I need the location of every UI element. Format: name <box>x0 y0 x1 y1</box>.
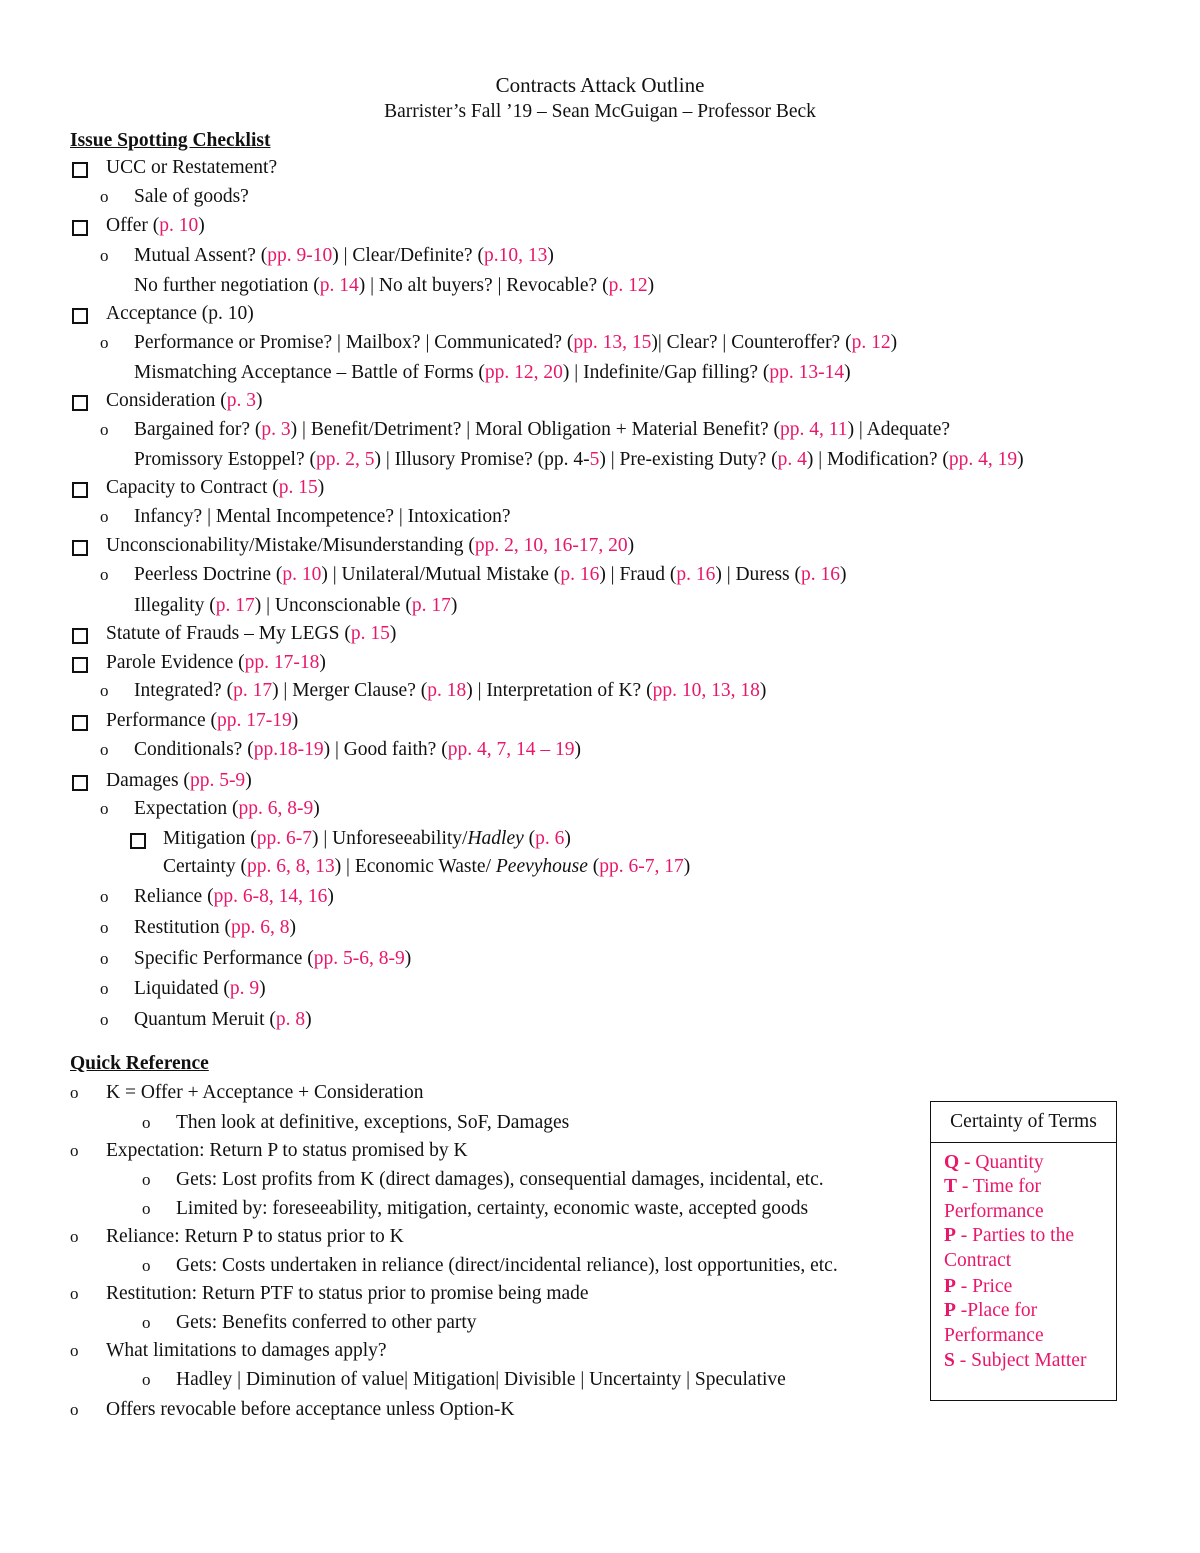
item-text: Conditionals? ( <box>134 739 254 760</box>
quick-reference-item <box>106 1397 514 1423</box>
item-text: Peevyhouse <box>495 856 588 877</box>
bullet-icon: o <box>100 740 109 759</box>
checklist-item <box>106 708 298 734</box>
quick-reference-item <box>176 1367 786 1393</box>
item-text: )| Clear? | Counteroffer? ( <box>651 332 852 353</box>
document-subtitle: Barrister’s Fall ’19 – Sean McGuigan – Professor Beck <box>384 101 816 122</box>
item-text: ) <box>319 652 326 673</box>
quick-reference-item <box>176 1110 569 1136</box>
item-text: Statute of Frauds – My LEGS ( <box>106 623 351 644</box>
bullet-icon: o <box>100 187 109 206</box>
item-text: Hadley <box>467 828 524 849</box>
item-text: Specific Performance ( <box>134 948 314 969</box>
certainty-term <box>944 1175 1114 1224</box>
item-text: Restitution ( <box>134 917 231 938</box>
checklist-item <box>106 388 263 414</box>
bullet-icon: o <box>100 507 109 526</box>
item-text: Mitigation ( <box>163 828 257 849</box>
bullet-icon: o <box>100 565 109 584</box>
page-reference: pp. 10, 13, 18 <box>652 680 760 701</box>
item-text: Gets: Lost profits from K (direct damages), consequential damages, incidental, etc. <box>176 1169 824 1190</box>
item-text: Expectation ( <box>134 798 239 819</box>
checklist-heading: Issue Spotting Checklist <box>70 130 271 151</box>
checklist-item <box>134 678 766 704</box>
page-reference: p. 3 <box>261 419 291 440</box>
bullet-icon: o <box>70 1227 79 1246</box>
term-label: - Time for Performance <box>944 1176 1044 1222</box>
item-text: ) <box>259 978 266 999</box>
item-text: K = Offer + Acceptance + Consideration <box>106 1082 424 1103</box>
bullet-icon: o <box>70 1284 79 1303</box>
page-reference: p. 15 <box>350 623 390 644</box>
bullet-icon: o <box>100 887 109 906</box>
checklist-item <box>106 301 254 327</box>
checklist-item <box>134 360 851 386</box>
checkbox-icon <box>72 715 88 731</box>
bullet-icon: o <box>142 1113 151 1132</box>
item-text: Gets: Benefits conferred to other party <box>176 1312 477 1333</box>
checklist-item <box>106 155 277 181</box>
term-letter: P <box>944 1300 956 1321</box>
bullet-icon: o <box>142 1170 151 1189</box>
page-reference: pp. 2, 5 <box>315 449 375 470</box>
checklist-item <box>134 1007 312 1033</box>
document-title: Contracts Attack Outline <box>495 73 705 97</box>
item-text: ) | Merger Clause? ( <box>272 680 428 701</box>
bullet-icon: o <box>70 1341 79 1360</box>
item-text: ) <box>198 215 205 236</box>
item-text: ) | Benefit/Detriment? | Moral Obligation + Material Benefit? ( <box>290 419 781 440</box>
page-reference: p. 17 <box>215 595 255 616</box>
checkbox-icon <box>72 657 88 673</box>
item-text: ) <box>305 1009 312 1030</box>
item-text: ( <box>523 828 536 849</box>
item-text: ) | Unilateral/Mutual Mistake ( <box>321 564 561 585</box>
page-reference: pp. 6, 8 <box>230 917 290 938</box>
page-reference: p. 17 <box>411 595 451 616</box>
item-text: Sale of goods? <box>134 186 249 207</box>
page-reference: p. 16 <box>801 564 841 585</box>
bullet-icon: o <box>100 420 109 439</box>
page-reference: pp. 6, 8, 13 <box>246 856 335 877</box>
item-text: Quantum Meruit ( <box>134 1009 276 1030</box>
quick-reference-item <box>176 1310 477 1336</box>
page-reference: pp. 4, 19 <box>948 449 1018 470</box>
term-letter: Q <box>944 1152 960 1173</box>
quick-reference-item <box>106 1281 589 1307</box>
bullet-icon: o <box>100 246 109 265</box>
item-text: ) | Good faith? ( <box>323 739 448 760</box>
page-reference: p. 8 <box>275 1009 306 1030</box>
bullet-icon: o <box>142 1313 151 1332</box>
item-text: ) <box>759 680 767 701</box>
checklist-item <box>134 447 1024 473</box>
checklist-item <box>134 184 249 210</box>
bullet-icon: o <box>100 918 109 937</box>
item-text: ) <box>291 710 299 731</box>
term-letter: S <box>944 1350 955 1371</box>
item-text: What limitations to damages apply? <box>106 1340 387 1361</box>
page-reference: pp. 13, 15 <box>573 332 652 353</box>
item-text: ) <box>245 770 252 791</box>
item-text: Integrated? ( <box>134 680 234 701</box>
item-text: ) | Unconscionable ( <box>254 595 412 616</box>
item-text: ) <box>890 332 898 353</box>
item-text: ) | Adequate? <box>847 419 951 440</box>
item-text: ) <box>389 623 397 644</box>
certainty-term <box>944 1275 1114 1300</box>
certainty-box-title: Certainty of Terms <box>931 1102 1116 1143</box>
item-text: Hadley | Diminution of value| Mitigation| Divisible | Uncertainty | Speculative <box>176 1369 786 1390</box>
page-reference: pp. 17-19 <box>216 710 292 731</box>
bullet-icon: o <box>70 1400 79 1419</box>
item-text: Capacity to Contract ( <box>106 477 279 498</box>
item-text: Liquidated ( <box>134 978 230 999</box>
item-text: ) <box>1017 449 1024 470</box>
quick-reference-item <box>176 1253 838 1279</box>
item-text: ) <box>683 856 691 877</box>
quick-reference-item <box>106 1338 387 1364</box>
item-text: ) | Illusory Promise? (pp. 4- <box>374 449 590 470</box>
term-letter: T <box>944 1176 958 1197</box>
item-text: ( <box>587 856 600 877</box>
item-text: ) <box>289 917 296 938</box>
page-reference: p. 10 <box>282 564 322 585</box>
page-reference: p.10, 13 <box>483 245 548 266</box>
item-text: Parole Evidence ( <box>106 652 245 673</box>
checklist-item <box>134 884 334 910</box>
item-text: Offer ( <box>106 215 160 236</box>
bullet-icon: o <box>100 333 109 352</box>
item-text: ) <box>404 948 412 969</box>
quick-reference-item <box>106 1224 404 1250</box>
item-text: Unconscionability/Mistake/Misunderstanding ( <box>106 535 475 556</box>
item-text: ) <box>317 477 325 498</box>
page-reference: pp. 6-7 <box>256 828 312 849</box>
checklist-item <box>106 621 396 647</box>
item-text: ) <box>844 362 851 383</box>
bullet-icon: o <box>100 979 109 998</box>
page-reference: pp. 5-6, 8-9 <box>313 948 405 969</box>
page-reference: p. 6 <box>535 828 565 849</box>
quick-reference-item <box>106 1080 423 1106</box>
item-text: Reliance: Return P to status prior to K <box>106 1226 404 1247</box>
item-text: Certainty ( <box>163 856 247 877</box>
term-letter: P <box>944 1225 956 1246</box>
item-text: Acceptance (p. 10) <box>106 303 254 324</box>
checklist-item <box>106 213 205 239</box>
item-text: Mismatching Acceptance – Battle of Forms ( <box>134 362 485 383</box>
checklist-item <box>106 650 326 676</box>
page-reference: p. 16 <box>676 564 716 585</box>
item-text: Offers revocable before acceptance unless Option-K <box>106 1399 515 1420</box>
checkbox-icon <box>130 833 146 849</box>
term-letter: P <box>944 1276 956 1297</box>
page-reference: p. 16 <box>560 564 600 585</box>
item-text: ) <box>327 886 334 907</box>
item-text: Damages ( <box>106 770 190 791</box>
page-reference: pp. 12, 20 <box>484 362 563 383</box>
item-text: Mutual Assent? ( <box>134 245 268 266</box>
item-text: ) <box>547 245 554 266</box>
page-reference: pp. 2, 10, 16-17, 20 <box>474 535 628 556</box>
checkbox-icon <box>72 220 88 236</box>
term-label: - Price <box>955 1276 1013 1297</box>
checkbox-icon <box>72 628 88 644</box>
page-reference: pp. 6-8, 14, 16 <box>213 886 328 907</box>
term-label: -Place for Performance <box>944 1300 1044 1346</box>
checkbox-icon <box>72 775 88 791</box>
page-reference: pp. 9-10 <box>267 245 333 266</box>
page-reference: 5 <box>589 449 600 470</box>
page-reference: p. 12 <box>851 332 891 353</box>
checklist-item <box>163 854 690 880</box>
checklist-item <box>106 475 324 501</box>
bullet-icon: o <box>70 1083 79 1102</box>
item-text: Illegality ( <box>134 595 216 616</box>
checklist-item <box>134 593 457 619</box>
item-text: ) <box>256 390 263 411</box>
page-reference: p. 9 <box>229 978 260 999</box>
checklist-item <box>134 330 897 356</box>
bullet-icon: o <box>100 681 109 700</box>
certainty-term <box>944 1224 1114 1273</box>
page-reference: pp. 6-7, 17 <box>599 856 684 877</box>
page-reference: pp.18-19 <box>253 739 324 760</box>
checklist-item <box>134 562 847 588</box>
checklist-item <box>134 737 581 763</box>
item-text: ) | Fraud ( <box>599 564 677 585</box>
item-text: Bargained for? ( <box>134 419 262 440</box>
page-reference: pp. 4, 11 <box>780 419 848 440</box>
item-text: Promissory Estoppel? ( <box>134 449 316 470</box>
page-reference: p. 4 <box>777 449 807 470</box>
bullet-icon: o <box>70 1141 79 1160</box>
item-text: ) <box>313 798 320 819</box>
item-text: Restitution: Return PTF to status prior to promise being made <box>106 1283 589 1304</box>
item-text: ) | Clear/Definite? ( <box>332 245 484 266</box>
term-label: - Quantity <box>959 1152 1044 1173</box>
bullet-icon: o <box>100 949 109 968</box>
item-text: ) | No alt buyers? | Revocable? ( <box>358 275 609 296</box>
item-text: ) | Interpretation of K? ( <box>466 680 653 701</box>
item-text: ) <box>647 275 655 296</box>
bullet-icon: o <box>142 1199 151 1218</box>
quick-reference-item <box>106 1138 468 1164</box>
item-text: ) <box>564 828 571 849</box>
checklist-item <box>134 946 411 972</box>
page-reference: pp. 6, 8-9 <box>238 798 314 819</box>
bullet-icon: o <box>142 1370 151 1389</box>
page-reference: p. 17 <box>233 680 273 701</box>
item-text: ) | Economic Waste/ <box>334 856 496 877</box>
page-reference: p. 12 <box>608 275 648 296</box>
item-text: Limited by: foreseeability, mitigation, certainty, economic waste, accepted goods <box>176 1198 809 1219</box>
page-reference: pp. 13-14 <box>769 362 845 383</box>
item-text: Reliance ( <box>134 886 214 907</box>
checklist-item <box>134 417 950 443</box>
item-text: Then look at definitive, exceptions, SoF, Damages <box>176 1112 570 1133</box>
page-reference: pp. 4, 7, 14 – 19 <box>447 739 575 760</box>
checklist-item <box>106 533 634 559</box>
item-text: UCC or Restatement? <box>106 157 278 178</box>
item-text: ) <box>574 739 581 760</box>
quick-reference-heading: Quick Reference <box>70 1053 209 1074</box>
checklist-item <box>134 504 511 530</box>
checkbox-icon <box>72 162 88 178</box>
item-text: ) | Modification? ( <box>806 449 949 470</box>
checklist-item <box>134 976 266 1002</box>
checklist-item <box>134 273 654 299</box>
item-text: Peerless Doctrine ( <box>134 564 283 585</box>
page-reference: p. 15 <box>278 477 318 498</box>
checklist-item <box>134 243 554 269</box>
item-text: ) <box>840 564 847 585</box>
checkbox-icon <box>72 482 88 498</box>
item-text: Infancy? | Mental Incompetence? | Intoxication? <box>134 506 511 527</box>
page-reference: p. 10 <box>159 215 199 236</box>
checklist-item <box>134 796 320 822</box>
certainty-term <box>944 1349 1114 1374</box>
term-label: - Subject Matter <box>954 1350 1087 1371</box>
quick-reference-item <box>176 1167 824 1193</box>
certainty-term <box>944 1299 1114 1348</box>
item-text: Performance or Promise? | Mailbox? | Communicated? ( <box>134 332 574 353</box>
bullet-icon: o <box>100 799 109 818</box>
checklist-item <box>106 768 252 794</box>
checkbox-icon <box>72 395 88 411</box>
bullet-icon: o <box>100 1010 109 1029</box>
item-text: ) | Pre-existing Duty? ( <box>599 449 778 470</box>
checkbox-icon <box>72 540 88 556</box>
certainty-term <box>944 1151 1114 1176</box>
checklist-item <box>163 826 571 852</box>
page-reference: p. 18 <box>427 680 467 701</box>
item-text: Performance ( <box>106 710 217 731</box>
item-text: ) | Duress ( <box>715 564 802 585</box>
page-reference: pp. 5-9 <box>189 770 246 791</box>
page-reference: p. 14 <box>319 275 359 296</box>
quick-reference-item <box>176 1196 808 1222</box>
item-text: ) | Unforeseeability/ <box>311 828 468 849</box>
item-text: Gets: Costs undertaken in reliance (direct/incidental reliance), lost opportunities, etc. <box>176 1255 838 1276</box>
item-text: ) <box>450 595 458 616</box>
bullet-icon: o <box>142 1256 151 1275</box>
item-text: Consideration ( <box>106 390 227 411</box>
checklist-item <box>134 915 296 941</box>
item-text: ) <box>627 535 635 556</box>
item-text: ) | Indefinite/Gap filling? ( <box>562 362 770 383</box>
page-reference: p. 3 <box>226 390 257 411</box>
term-label: - Parties to the Contract <box>944 1225 1074 1271</box>
item-text: No further negotiation ( <box>134 275 320 296</box>
item-text: Expectation: Return P to status promised by K <box>106 1140 468 1161</box>
checkbox-icon <box>72 308 88 324</box>
page-reference: pp. 17-18 <box>244 652 320 673</box>
